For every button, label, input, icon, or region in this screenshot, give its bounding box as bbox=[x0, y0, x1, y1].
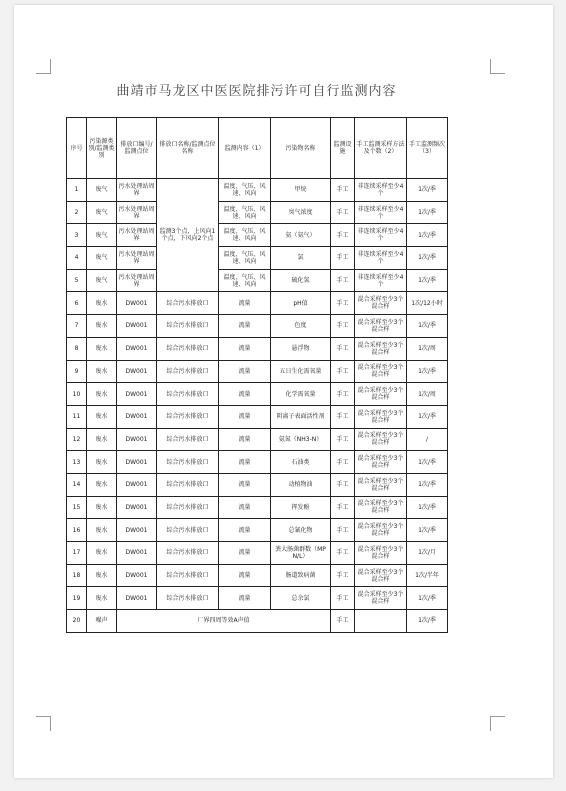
cell-content: 流量 bbox=[219, 519, 271, 542]
cell-facility: 手工 bbox=[331, 451, 355, 474]
cell-point-name: 综合污水排放口 bbox=[157, 519, 219, 542]
cell-no: 7 bbox=[67, 315, 87, 338]
header-pollutant: 污染物名称 bbox=[271, 118, 331, 179]
cell-method bbox=[355, 610, 407, 633]
header-row bbox=[67, 118, 448, 179]
cell-point-name: 综合污水排放口 bbox=[157, 587, 219, 610]
header-frequency: 手工监测频次（3） bbox=[407, 118, 448, 179]
cell-facility: 手工 bbox=[331, 224, 355, 247]
cell-pollutant: 氨（氨气） bbox=[271, 224, 331, 247]
cell-pollutant: 甲烷 bbox=[271, 179, 331, 202]
cell-source-type: 废气 bbox=[87, 179, 117, 202]
header-point-code: 排放口编号/监测点位 bbox=[117, 118, 157, 179]
table-row bbox=[67, 428, 448, 451]
cell-method: 非连续采样至少4个 bbox=[355, 179, 407, 202]
cell-method: 非连续采样至少4个 bbox=[355, 224, 407, 247]
cell-no: 16 bbox=[67, 519, 87, 542]
cell-method: 非连续采样至少4个 bbox=[355, 201, 407, 224]
cell-no: 1 bbox=[67, 179, 87, 202]
cell-source-type: 废水 bbox=[87, 383, 117, 406]
cell-pollutant: 氨氮（NH3-N） bbox=[271, 428, 331, 451]
cell-facility: 手工 bbox=[331, 542, 355, 565]
cell-method: 混合采样至少3个混合样 bbox=[355, 360, 407, 383]
cell-point-name: 综合污水排放口 bbox=[157, 292, 219, 315]
table-row bbox=[67, 473, 448, 496]
cell-frequency: 1次/季 bbox=[407, 473, 448, 496]
cell-no: 20 bbox=[67, 610, 87, 633]
cell-pollutant: 氯 bbox=[271, 247, 331, 270]
cell-point-code: DW001 bbox=[117, 405, 157, 428]
cell-content: 流量 bbox=[219, 428, 271, 451]
cell-facility: 手工 bbox=[331, 473, 355, 496]
cell-no: 2 bbox=[67, 201, 87, 224]
cell-source-type: 废水 bbox=[87, 564, 117, 587]
cell-frequency: 1次/季 bbox=[407, 496, 448, 519]
cell-pollutant: 总氰化物 bbox=[271, 519, 331, 542]
cell-method: 混合采样至少3个混合样 bbox=[355, 405, 407, 428]
cell-facility: 手工 bbox=[331, 428, 355, 451]
cell-no: 14 bbox=[67, 473, 87, 496]
cell-source-type: 废水 bbox=[87, 496, 117, 519]
cell-method: 混合采样至少3个混合样 bbox=[355, 519, 407, 542]
cell-content: 温度、气压、风速、风向 bbox=[219, 179, 271, 202]
cell-no: 18 bbox=[67, 564, 87, 587]
cell-point-code: DW001 bbox=[117, 315, 157, 338]
cell-facility: 手工 bbox=[331, 247, 355, 270]
cell-no: 8 bbox=[67, 337, 87, 360]
cell-facility: 手工 bbox=[331, 315, 355, 338]
table-row bbox=[67, 179, 448, 202]
crop-mark-bottom-left bbox=[36, 716, 51, 731]
table-row bbox=[67, 451, 448, 474]
cell-no: 19 bbox=[67, 587, 87, 610]
cell-source-type: 废水 bbox=[87, 360, 117, 383]
cell-frequency: 1次/季 bbox=[407, 201, 448, 224]
cell-facility: 手工 bbox=[331, 383, 355, 406]
table-row bbox=[67, 201, 448, 224]
cell-content: 流量 bbox=[219, 496, 271, 519]
cell-no: 9 bbox=[67, 360, 87, 383]
cell-content: 流量 bbox=[219, 451, 271, 474]
table-row bbox=[67, 269, 448, 292]
cell-frequency: 1次/12小时 bbox=[407, 292, 448, 315]
cell-point-code: DW001 bbox=[117, 292, 157, 315]
table-row bbox=[67, 519, 448, 542]
crop-mark-top-left bbox=[36, 59, 51, 74]
cell-method: 混合采样至少3个混合样 bbox=[355, 564, 407, 587]
cell-content: 流量 bbox=[219, 292, 271, 315]
cell-content: 流量 bbox=[219, 315, 271, 338]
cell-point-name: 综合污水排放口 bbox=[157, 473, 219, 496]
cell-frequency: 1次/季 bbox=[407, 519, 448, 542]
cell-frequency: 1次/月 bbox=[407, 542, 448, 565]
cell-method: 非连续采样至少4个 bbox=[355, 247, 407, 270]
cell-gas-point-name: 监测3个点，上风向1个点，下风向2个点 bbox=[157, 179, 219, 292]
cell-method: 混合采样至少3个混合样 bbox=[355, 587, 407, 610]
cell-pollutant: 粪大肠菌群数（MPN/L） bbox=[271, 542, 331, 565]
cell-source-type: 废水 bbox=[87, 428, 117, 451]
cell-point-code: 污水处理站周界 bbox=[117, 201, 157, 224]
cell-frequency: 1次/半年 bbox=[407, 564, 448, 587]
cell-source-type: 废水 bbox=[87, 519, 117, 542]
cell-source-type: 废水 bbox=[87, 542, 117, 565]
cell-point-name: 综合污水排放口 bbox=[157, 337, 219, 360]
cell-point-name: 综合污水排放口 bbox=[157, 383, 219, 406]
header-content: 监测内容（1） bbox=[219, 118, 271, 179]
cell-point-name: 综合污水排放口 bbox=[157, 405, 219, 428]
cell-pollutant: 动植物油 bbox=[271, 473, 331, 496]
cell-no: 5 bbox=[67, 269, 87, 292]
cell-pollutant: 化学需氧量 bbox=[271, 383, 331, 406]
cell-method: 非连续采样至少4个 bbox=[355, 269, 407, 292]
cell-facility: 手工 bbox=[331, 519, 355, 542]
cell-no: 3 bbox=[67, 224, 87, 247]
cell-source-type: 废水 bbox=[87, 292, 117, 315]
cell-point-code: DW001 bbox=[117, 428, 157, 451]
cell-frequency: 1次/季 bbox=[407, 247, 448, 270]
crop-mark-bottom-right bbox=[490, 716, 505, 731]
cell-method: 混合采样至少3个混合样 bbox=[355, 428, 407, 451]
cell-frequency: 1次/季 bbox=[407, 405, 448, 428]
cell-source-type: 废气 bbox=[87, 247, 117, 270]
cell-method: 混合采样至少3个混合样 bbox=[355, 383, 407, 406]
cell-source-type: 废水 bbox=[87, 315, 117, 338]
cell-content: 温度、气压、风速、风向 bbox=[219, 201, 271, 224]
cell-content: 流量 bbox=[219, 360, 271, 383]
cell-content: 流量 bbox=[219, 405, 271, 428]
table-row bbox=[67, 315, 448, 338]
cell-frequency: 1次/周 bbox=[407, 337, 448, 360]
cell-point-code: DW001 bbox=[117, 542, 157, 565]
cell-point-code: 污水处理站周界 bbox=[117, 269, 157, 292]
cell-frequency: 1次/季 bbox=[407, 360, 448, 383]
cell-frequency: 1次/季 bbox=[407, 610, 448, 633]
cell-point-code: DW001 bbox=[117, 496, 157, 519]
cell-point-code: 污水处理站周界 bbox=[117, 179, 157, 202]
cell-no: 11 bbox=[67, 405, 87, 428]
cell-point-code: DW001 bbox=[117, 587, 157, 610]
cell-no: 17 bbox=[67, 542, 87, 565]
cell-content: 温度、气压、风速、风向 bbox=[219, 269, 271, 292]
cell-pollutant: 悬浮物 bbox=[271, 337, 331, 360]
cell-source-type: 废气 bbox=[87, 224, 117, 247]
cell-source-type: 废气 bbox=[87, 201, 117, 224]
cell-source-type: 噪声 bbox=[87, 610, 117, 633]
cell-frequency: 1次/季 bbox=[407, 269, 448, 292]
cell-facility: 手工 bbox=[331, 179, 355, 202]
header-source-type: 污染源类别/监测类别 bbox=[87, 118, 117, 179]
table-row bbox=[67, 337, 448, 360]
cell-pollutant: 硫化氢 bbox=[271, 269, 331, 292]
cell-facility: 手工 bbox=[331, 269, 355, 292]
cell-content: 流量 bbox=[219, 337, 271, 360]
cell-pollutant: 臭气浓度 bbox=[271, 201, 331, 224]
cell-content: 流量 bbox=[219, 564, 271, 587]
table-row bbox=[67, 360, 448, 383]
cell-source-type: 废水 bbox=[87, 405, 117, 428]
cell-method: 混合采样至少3个混合样 bbox=[355, 542, 407, 565]
cell-point-name: 综合污水排放口 bbox=[157, 360, 219, 383]
cell-point-name: 综合污水排放口 bbox=[157, 451, 219, 474]
cell-pollutant: 石油类 bbox=[271, 451, 331, 474]
cell-frequency: 1次/季 bbox=[407, 451, 448, 474]
crop-mark-top-right bbox=[490, 59, 505, 74]
cell-method: 混合采样至少3个混合样 bbox=[355, 496, 407, 519]
cell-point-code: DW001 bbox=[117, 383, 157, 406]
document-title: 曲靖市马龙区中医医院排污许可自行监测内容 bbox=[116, 84, 397, 99]
cell-pollutant: 五日生化需氧量 bbox=[271, 360, 331, 383]
cell-point-code: 污水处理站周界 bbox=[117, 224, 157, 247]
cell-facility: 手工 bbox=[331, 496, 355, 519]
cell-facility: 手工 bbox=[331, 610, 355, 633]
cell-no: 13 bbox=[67, 451, 87, 474]
table-row bbox=[67, 564, 448, 587]
cell-pollutant: 阴离子表面活性剂 bbox=[271, 405, 331, 428]
cell-point-code: DW001 bbox=[117, 473, 157, 496]
table-row bbox=[67, 224, 448, 247]
cell-method: 混合采样至少3个混合样 bbox=[355, 337, 407, 360]
cell-point-code: DW001 bbox=[117, 451, 157, 474]
cell-point-name: 综合污水排放口 bbox=[157, 428, 219, 451]
cell-frequency: 1次/季 bbox=[407, 179, 448, 202]
cell-frequency: 1次/季 bbox=[407, 224, 448, 247]
cell-method: 混合采样至少3个混合样 bbox=[355, 473, 407, 496]
cell-content: 流量 bbox=[219, 473, 271, 496]
cell-method: 混合采样至少3个混合样 bbox=[355, 315, 407, 338]
cell-content: 流量 bbox=[219, 542, 271, 565]
cell-method: 混合采样至少3个混合样 bbox=[355, 451, 407, 474]
table-row bbox=[67, 405, 448, 428]
cell-point-name: 综合污水排放口 bbox=[157, 542, 219, 565]
cell-method: 混合采样至少3个混合样 bbox=[355, 292, 407, 315]
cell-point-name: 综合污水排放口 bbox=[157, 564, 219, 587]
cell-content: 温度、气压、风速、风向 bbox=[219, 247, 271, 270]
cell-no: 12 bbox=[67, 428, 87, 451]
cell-source-type: 废水 bbox=[87, 473, 117, 496]
header-point-name: 排放口名称/监测点位名称 bbox=[157, 118, 219, 179]
cell-source-type: 废水 bbox=[87, 337, 117, 360]
cell-point-code: DW001 bbox=[117, 564, 157, 587]
cell-pollutant: 色度 bbox=[271, 315, 331, 338]
cell-frequency: 1次/季 bbox=[407, 315, 448, 338]
header-method: 手工监测采样方法及个数（2） bbox=[355, 118, 407, 179]
cell-pollutant: 肠道致病菌 bbox=[271, 564, 331, 587]
cell-pollutant: pH值 bbox=[271, 292, 331, 315]
cell-content: 流量 bbox=[219, 587, 271, 610]
cell-no: 6 bbox=[67, 292, 87, 315]
cell-facility: 手工 bbox=[331, 201, 355, 224]
cell-facility: 手工 bbox=[331, 337, 355, 360]
header-facility: 监测设施 bbox=[331, 118, 355, 179]
table-row bbox=[67, 247, 448, 270]
cell-facility: 手工 bbox=[331, 405, 355, 428]
cell-frequency: 1次/周 bbox=[407, 383, 448, 406]
table-row bbox=[67, 496, 448, 519]
table-row bbox=[67, 383, 448, 406]
cell-no: 4 bbox=[67, 247, 87, 270]
cell-frequency: 1次/季 bbox=[407, 587, 448, 610]
cell-point-code: DW001 bbox=[117, 337, 157, 360]
cell-facility: 手工 bbox=[331, 564, 355, 587]
table-row bbox=[67, 542, 448, 565]
cell-pollutant: 挥发酚 bbox=[271, 496, 331, 519]
cell-content: 温度、气压、风速、风向 bbox=[219, 224, 271, 247]
cell-point-name: 综合污水排放口 bbox=[157, 496, 219, 519]
monitoring-table bbox=[66, 117, 448, 633]
cell-source-type: 废气 bbox=[87, 269, 117, 292]
cell-content: 流量 bbox=[219, 383, 271, 406]
cell-frequency: / bbox=[407, 428, 448, 451]
cell-no: 10 bbox=[67, 383, 87, 406]
table-row bbox=[67, 292, 448, 315]
cell-source-type: 废水 bbox=[87, 587, 117, 610]
cell-no: 15 bbox=[67, 496, 87, 519]
cell-facility: 手工 bbox=[331, 360, 355, 383]
cell-pollutant: 总余氯 bbox=[271, 587, 331, 610]
cell-point-code: DW001 bbox=[117, 360, 157, 383]
table-row bbox=[67, 587, 448, 610]
table-row bbox=[67, 610, 448, 633]
cell-point-name: 综合污水排放口 bbox=[157, 315, 219, 338]
cell-noise-description: 厂界四周等效A声值 bbox=[117, 610, 331, 633]
cell-point-code: DW001 bbox=[117, 519, 157, 542]
cell-facility: 手工 bbox=[331, 587, 355, 610]
cell-facility: 手工 bbox=[331, 292, 355, 315]
cell-source-type: 废水 bbox=[87, 451, 117, 474]
cell-point-code: 污水处理站周界 bbox=[117, 247, 157, 270]
header-no: 序号 bbox=[67, 118, 87, 179]
